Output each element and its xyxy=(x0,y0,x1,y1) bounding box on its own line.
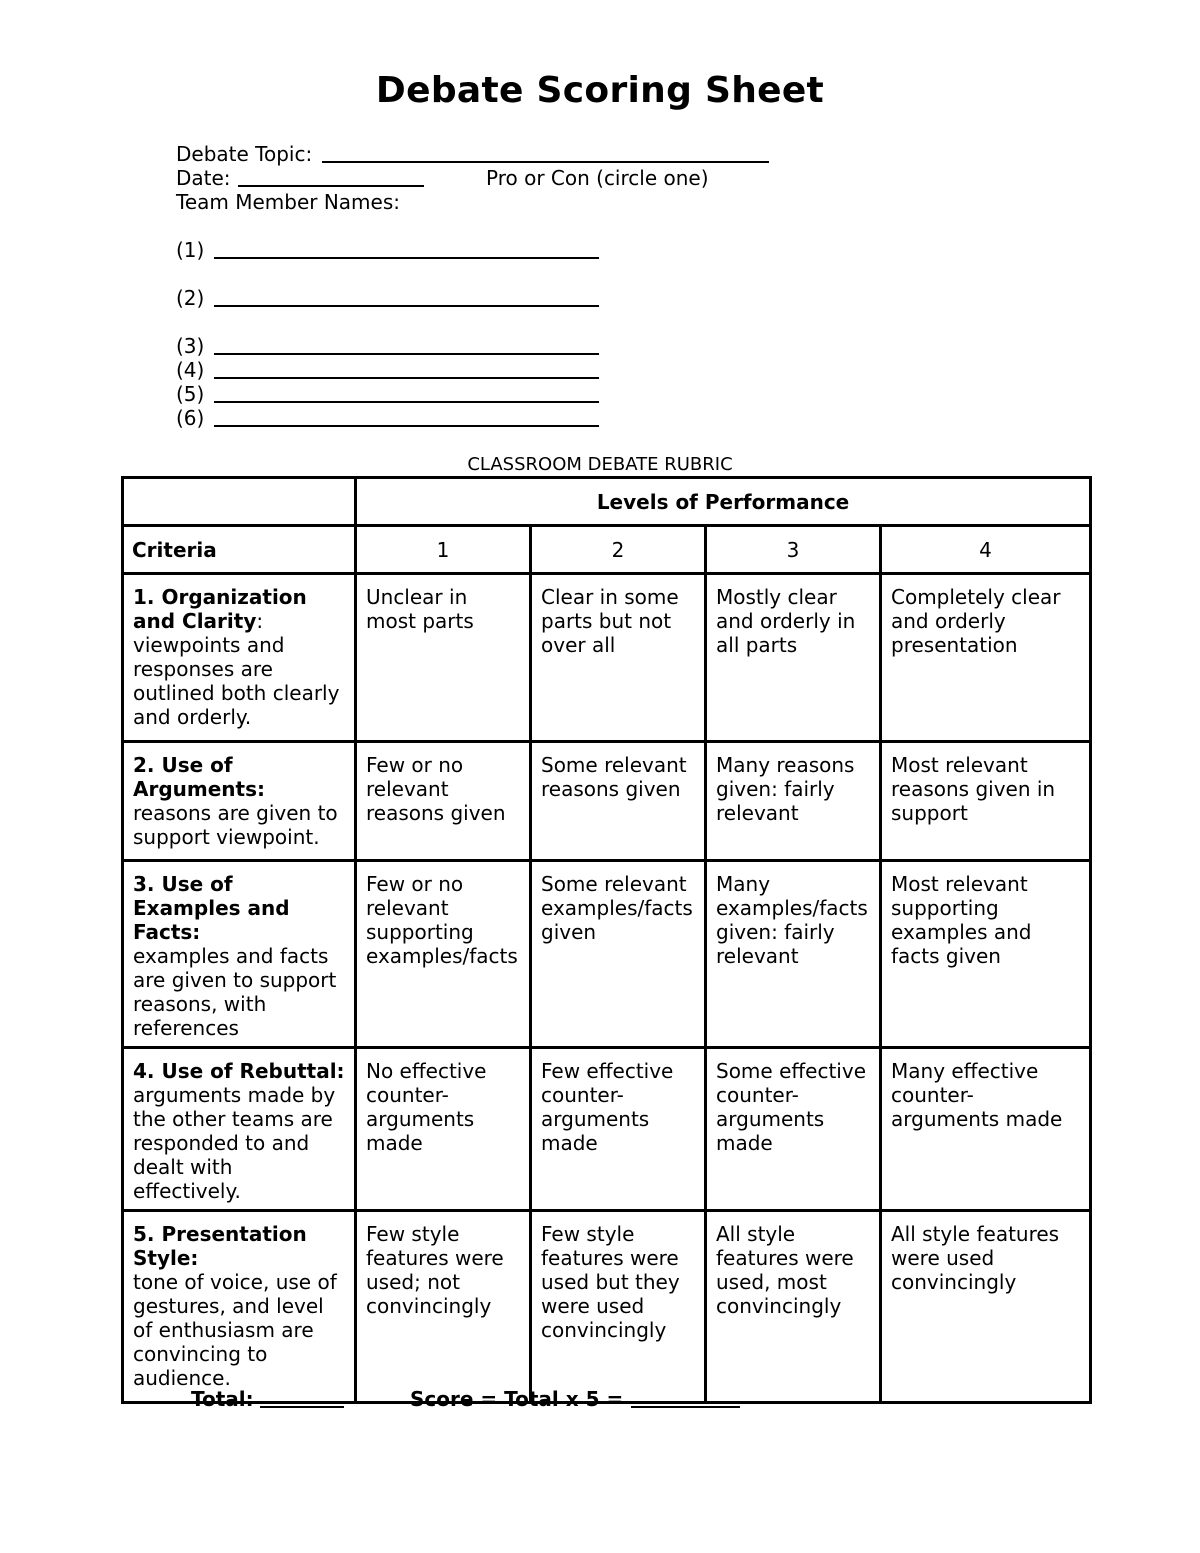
member-3-blank[interactable] xyxy=(214,353,599,355)
level-4-header: 4 xyxy=(881,526,1091,574)
pro-con-label: Pro or Con (circle one) xyxy=(486,166,709,190)
table-row xyxy=(123,574,1091,742)
rubric-cell: Few or no relevant supporting examples/facts xyxy=(356,861,531,1048)
date-blank[interactable] xyxy=(238,185,424,187)
total-label: Total: xyxy=(191,1387,254,1411)
rubric-cell: Completely clear and orderly presentation xyxy=(881,574,1091,742)
criterion-title: 4. Use of Rebuttal: xyxy=(133,1059,345,1083)
score-label: Score = Total x 5 = xyxy=(410,1387,624,1411)
criterion-desc: reasons are given to support viewpoint. xyxy=(133,801,338,849)
rubric-cell: Mostly clear and orderly in all parts xyxy=(706,574,881,742)
rubric-cell: Some effective counter-arguments made xyxy=(706,1048,881,1211)
criterion-title: 1. Organization and Clarity xyxy=(133,585,307,633)
rubric-cell: Some relevant examples/facts given xyxy=(531,861,706,1048)
rubric-level-row xyxy=(123,526,1091,574)
criterion-desc: tone of voice, use of gestures, and level of enthusiasm are convincing to audience. xyxy=(133,1270,337,1390)
criterion-cell xyxy=(123,1211,356,1403)
rubric-cell: Few style features were used but they were used convincingly xyxy=(531,1211,706,1403)
rubric-cell: Most relevant supporting examples and facts given xyxy=(881,861,1091,1048)
criterion-title: 3. Use of Examples and Facts: xyxy=(133,872,290,944)
member-6-label: (6) xyxy=(176,406,205,430)
team-label: Team Member Names: xyxy=(176,190,401,214)
rubric-cell: Clear in some parts but not over all xyxy=(531,574,706,742)
rubric-cell: Many effective counter-arguments made xyxy=(881,1048,1091,1211)
criterion-title: 5. Presentation Style: xyxy=(133,1222,307,1270)
rubric-cell: Some relevant reasons given xyxy=(531,742,706,861)
topic-blank[interactable] xyxy=(322,161,769,163)
levels-header: Levels of Performance xyxy=(356,478,1091,526)
rubric-table xyxy=(121,476,1092,1404)
rubric-cell: Most relevant reasons given in support xyxy=(881,742,1091,861)
level-1-header: 1 xyxy=(356,526,531,574)
criterion-title: 2. Use of Arguments: xyxy=(133,753,266,801)
rubric-cell: Few or no relevant reasons given xyxy=(356,742,531,861)
level-2-header: 2 xyxy=(531,526,706,574)
rubric-cell: Unclear in most parts xyxy=(356,574,531,742)
rubric-cell: Many reasons given: fairly relevant xyxy=(706,742,881,861)
member-2-blank[interactable] xyxy=(214,305,599,307)
member-1-label: (1) xyxy=(176,238,205,262)
total-blank[interactable] xyxy=(260,1406,344,1408)
criteria-header: Criteria xyxy=(123,526,356,574)
rubric-header-row xyxy=(123,478,1091,526)
table-row xyxy=(123,861,1091,1048)
table-row xyxy=(123,742,1091,861)
criterion-cell xyxy=(123,742,356,861)
criterion-cell xyxy=(123,1048,356,1211)
criterion-desc: : viewpoints and responses are outlined both clearly and orderly. xyxy=(133,609,340,729)
member-5-blank[interactable] xyxy=(214,401,599,403)
rubric-cell: No effective counter-arguments made xyxy=(356,1048,531,1211)
level-3-header: 3 xyxy=(706,526,881,574)
criterion-cell xyxy=(123,574,356,742)
member-1-blank[interactable] xyxy=(214,257,599,259)
table-row xyxy=(123,1211,1091,1403)
score-blank[interactable] xyxy=(631,1406,740,1408)
rubric-cell: All style features were used, most convincingly xyxy=(706,1211,881,1403)
topic-label: Debate Topic: xyxy=(176,142,313,166)
rubric-caption: CLASSROOM DEBATE RUBRIC xyxy=(467,454,733,475)
rubric-cell: Few effective counter-arguments made xyxy=(531,1048,706,1211)
rubric-cell: Few style features were used; not convincingly xyxy=(356,1211,531,1403)
member-4-blank[interactable] xyxy=(214,377,599,379)
empty-header-cell xyxy=(123,478,356,526)
member-6-blank[interactable] xyxy=(214,425,599,427)
member-3-label: (3) xyxy=(176,334,205,358)
criterion-cell xyxy=(123,861,356,1048)
member-5-label: (5) xyxy=(176,382,205,406)
member-4-label: (4) xyxy=(176,358,205,382)
criterion-desc: examples and facts are given to support reasons, with references xyxy=(133,944,337,1040)
rubric-cell: Many examples/facts given: fairly relevant xyxy=(706,861,881,1048)
page-title: Debate Scoring Sheet xyxy=(375,70,825,111)
date-label: Date: xyxy=(176,166,231,190)
rubric-cell: All style features were used convincingly xyxy=(881,1211,1091,1403)
criterion-desc: arguments made by the other teams are responded to and dealt with effectively. xyxy=(133,1083,336,1203)
member-2-label: (2) xyxy=(176,286,205,310)
table-row xyxy=(123,1048,1091,1211)
